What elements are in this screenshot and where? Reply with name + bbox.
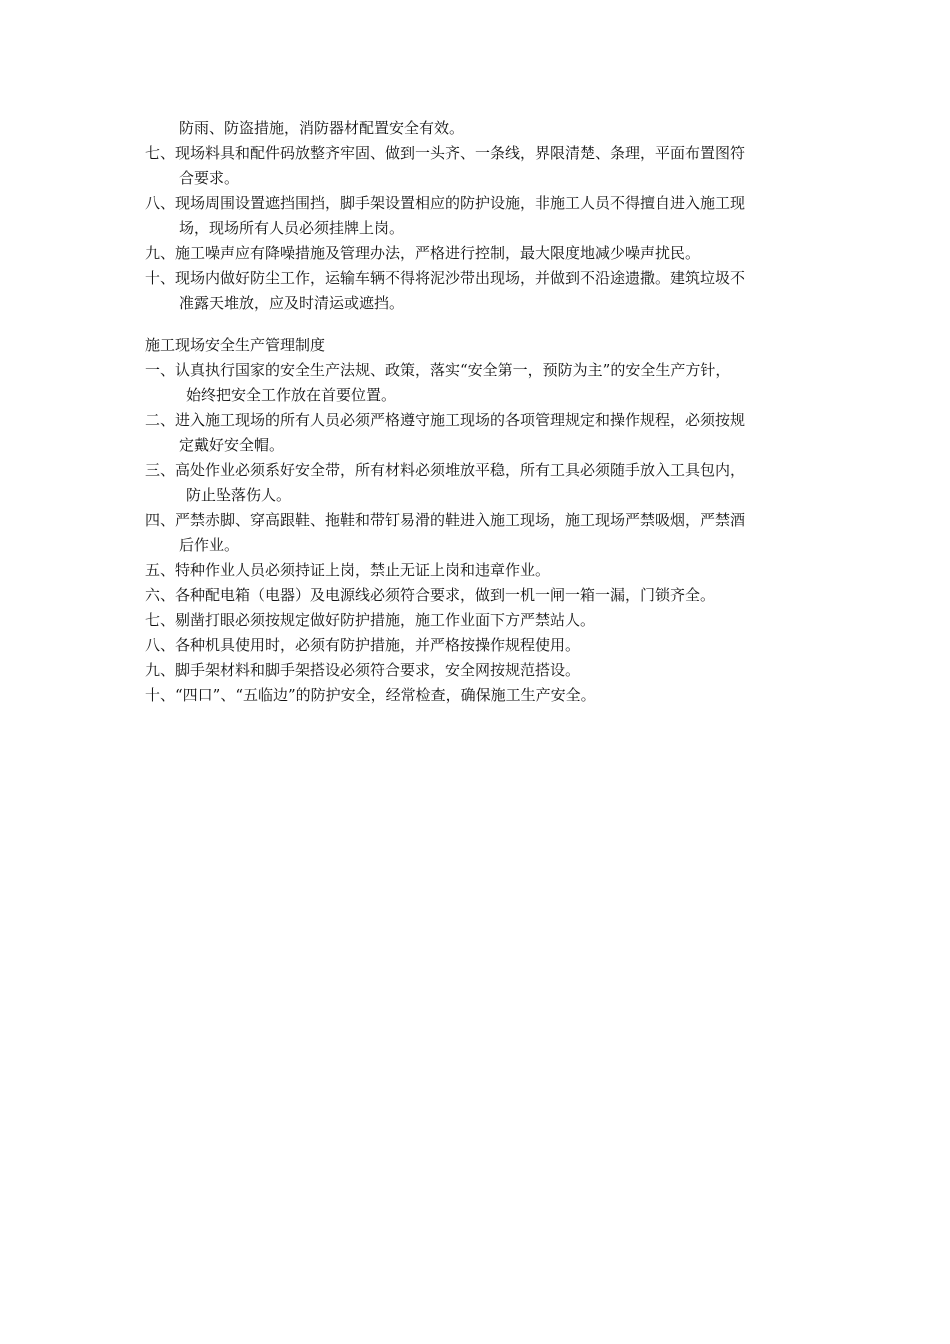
list-item: 六、各种配电箱（电器）及电源线必须符合要求，做到一机一闸一箱一漏，门锁齐全。	[145, 586, 716, 604]
section-title: 施工现场安全生产管理制度	[145, 336, 326, 354]
list-item: 场，现场所有人员必须挂牌上岗。	[179, 219, 405, 237]
list-item: 九、施工噪声应有降噪措施及管理办法，严格进行控制，最大限度地减少噪声扰民。	[145, 244, 701, 262]
list-item: 合要求。	[179, 169, 240, 187]
list-item: 始终把安全工作放在首要位置。	[186, 386, 397, 404]
list-item: 十、现场内做好防尘工作，运输车辆不得将泥沙带出现场，并做到不沿途遗撒。建筑垃圾不	[145, 269, 746, 287]
list-item: 准露天堆放，应及时清运或遮挡。	[179, 294, 405, 312]
list-item: 四、严禁赤脚、穿高跟鞋、拖鞋和带钉易滑的鞋进入施工现场，施工现场严禁吸烟，严禁酒	[145, 511, 746, 529]
list-item: 后作业。	[179, 536, 240, 554]
document-body	[145, 116, 810, 708]
list-item: 五、特种作业人员必须持证上岗，禁止无证上岗和违章作业。	[145, 561, 551, 579]
list-item: 七、现场料具和配件码放整齐牢固、做到一头齐、一条线，界限清楚、条理，平面布置图符	[145, 144, 746, 162]
list-item: 十、“四口”、“五临边”的防护安全，经常检查，确保施工生产安全。	[145, 686, 596, 704]
list-item: 九、脚手架材料和脚手架搭设必须符合要求，安全网按规范搭设。	[145, 661, 581, 679]
list-item: 三、高处作业必须系好安全带，所有材料必须堆放平稳，所有工具必须随手放入工具包内，	[145, 461, 746, 479]
list-item: 一、认真执行国家的安全生产法规、政策，落实“安全第一，预防为主”的安全生产方针，	[145, 361, 731, 379]
list-item: 定戴好安全帽。	[179, 436, 285, 454]
list-item: 防止坠落伤人。	[186, 486, 292, 504]
list-item: 防雨、防盗措施，消防器材配置安全有效。	[179, 119, 465, 137]
section-gap	[145, 316, 810, 333]
list-item: 七、剔凿打眼必须按规定做好防护措施，施工作业面下方严禁站人。	[145, 611, 596, 629]
list-item: 二、进入施工现场的所有人员必须严格遵守施工现场的各项管理规定和操作规程，必须按规	[145, 411, 746, 429]
list-item: 八、各种机具使用时，必须有防护措施，并严格按操作规程使用。	[145, 636, 581, 654]
list-item: 八、现场周围设置遮挡围挡，脚手架设置相应的防护设施，非施工人员不得擅自进入施工现	[145, 194, 746, 212]
